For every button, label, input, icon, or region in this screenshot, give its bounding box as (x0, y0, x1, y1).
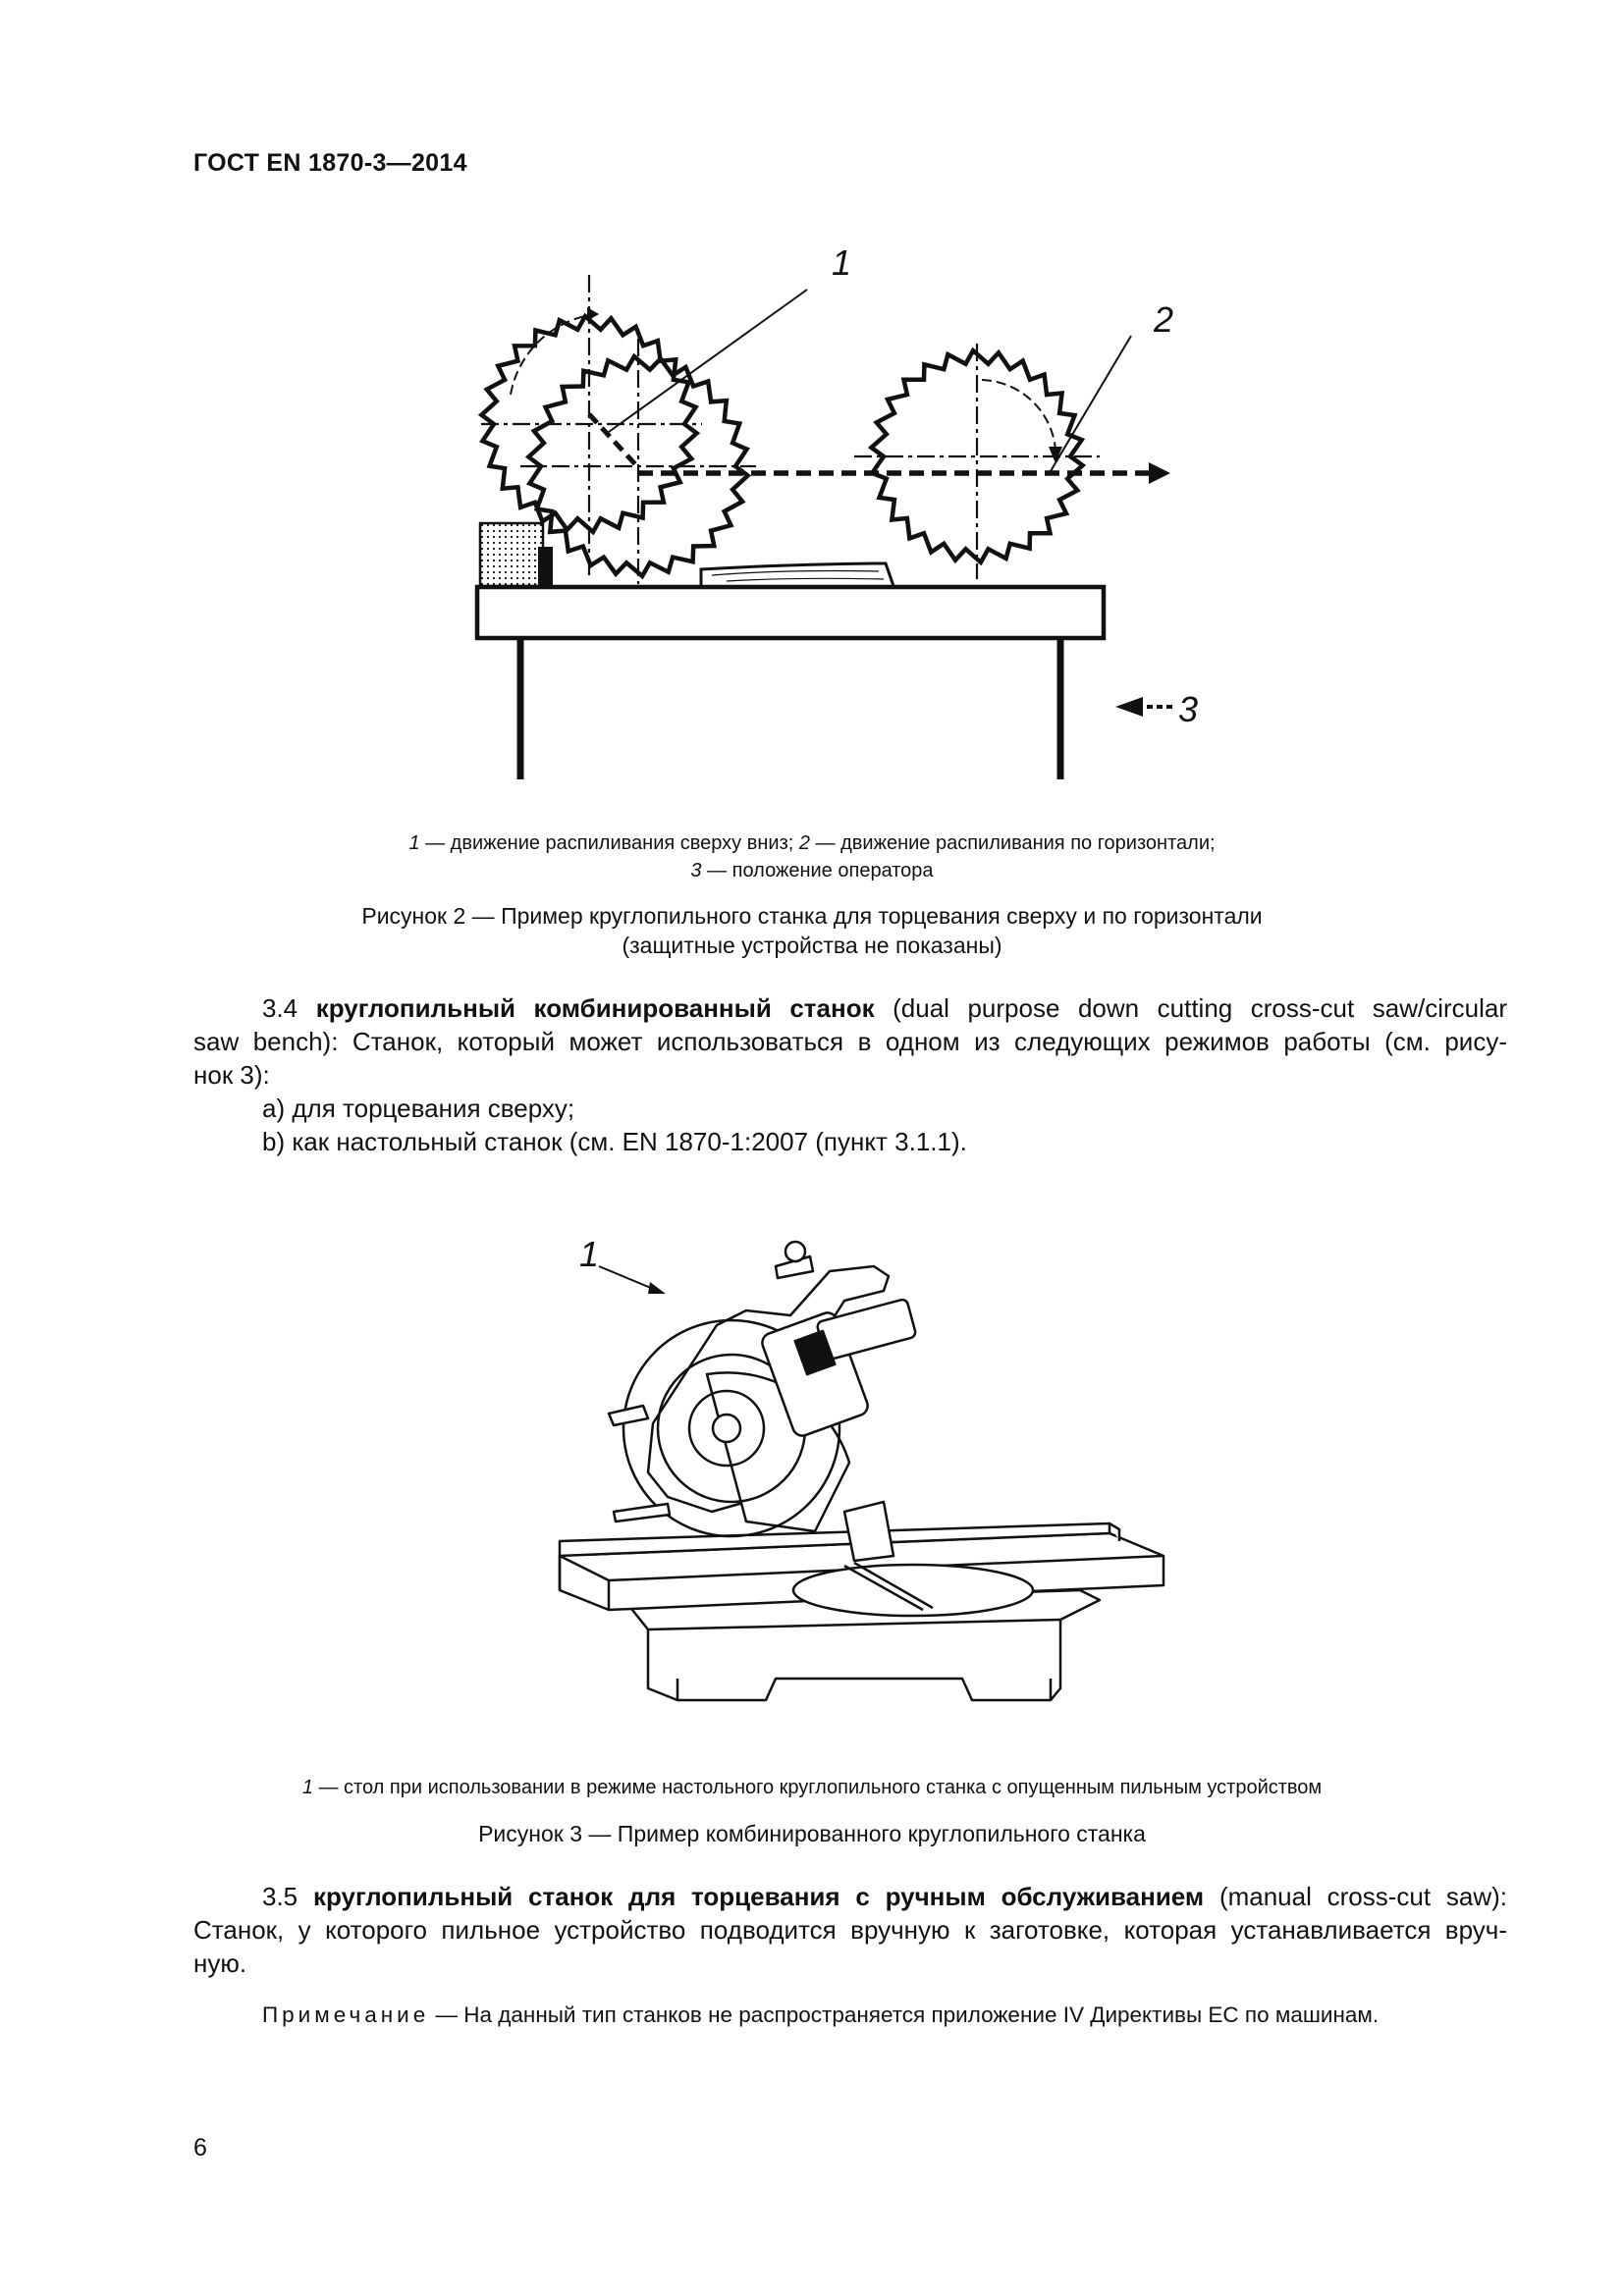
document-header: ГОСТ EN 1870-3—2014 (193, 149, 467, 177)
note-text: — На данный тип станков не распространяется приложение IV Директивы ЕС по машинам. (429, 2002, 1380, 2027)
figure-2-label-3: 3 (1178, 689, 1199, 729)
text: (dual purpose down cutting cross-cut saw/circular (893, 993, 1507, 1023)
legend-text: — положение оператора (701, 860, 934, 881)
page-number: 6 (193, 2134, 207, 2162)
list-item-a (193, 1092, 1507, 1125)
legend-text: — движение распиливания по горизонтали; (810, 832, 1216, 854)
legend-text: — стол при использовании в режиме настольного круглопильного станка с опущенным пильным устройством (312, 1777, 1323, 1798)
section-3-5-line-3: ную. (193, 1949, 247, 1978)
list-text: для торцевания сверху; (292, 1094, 575, 1123)
legend-number: 2 (798, 832, 810, 854)
text: (manual cross-cut saw): (1218, 1882, 1507, 1911)
term: круглопильный станок для торцевания с ручным обслуживанием (312, 1882, 1205, 1911)
figure-2-title-line-2: (защитные устройства не показаны) (622, 933, 1002, 958)
list-item-b (193, 1125, 1507, 1158)
figure-2-legend-line-1 (0, 832, 1624, 855)
section-3-5-line-2: Станок, у которого пильное устройство подводится вручную к заготовке, которая устанавливается вруч- (193, 1915, 1507, 1945)
section-3-4-line-3: нок 3): (193, 1060, 270, 1090)
note-label: Примечание (262, 2002, 430, 2027)
section-3-5-line-1 (193, 1880, 1507, 1913)
list-text: как настольный станок (см. EN 1870-1:2007 (пункт 3.1.1). (292, 1127, 967, 1156)
term: круглопильный комбинированный станок (315, 993, 875, 1023)
legend-number: 1 (301, 1777, 313, 1798)
figure-2-title-line-1: Рисунок 2 — Пример круглопильного станка для торцевания сверху и по горизонтали (361, 903, 1263, 929)
list-marker: a) (262, 1094, 286, 1123)
note (193, 1999, 1507, 2032)
list-marker: b) (262, 1127, 286, 1156)
legend-number: 3 (690, 860, 702, 881)
figure-2-label-1: 1 (832, 242, 852, 283)
figure-3-title: Рисунок 3 — Пример комбинированного круглопильного станка (478, 1821, 1146, 1846)
figure-2-drawing (461, 242, 1199, 785)
figure-2-label-2: 2 (1154, 299, 1174, 340)
section-number: 3.4 (262, 993, 298, 1023)
figure-3-drawing (550, 1217, 1178, 1747)
legend-number: 1 (408, 832, 420, 854)
section-3-4-line-2: saw bench): Станок, который может использоваться в одном из следующих режимов работы (см. рису- (193, 1027, 1507, 1056)
figure-2-legend-line-2 (0, 860, 1624, 882)
legend-text: — движение распиливания сверху вниз; (419, 832, 799, 854)
section-number: 3.5 (262, 1882, 298, 1911)
figure-3-legend (0, 1777, 1624, 1799)
section-3-4-line-1 (193, 991, 1507, 1025)
figure-3-label-1: 1 (579, 1234, 600, 1274)
